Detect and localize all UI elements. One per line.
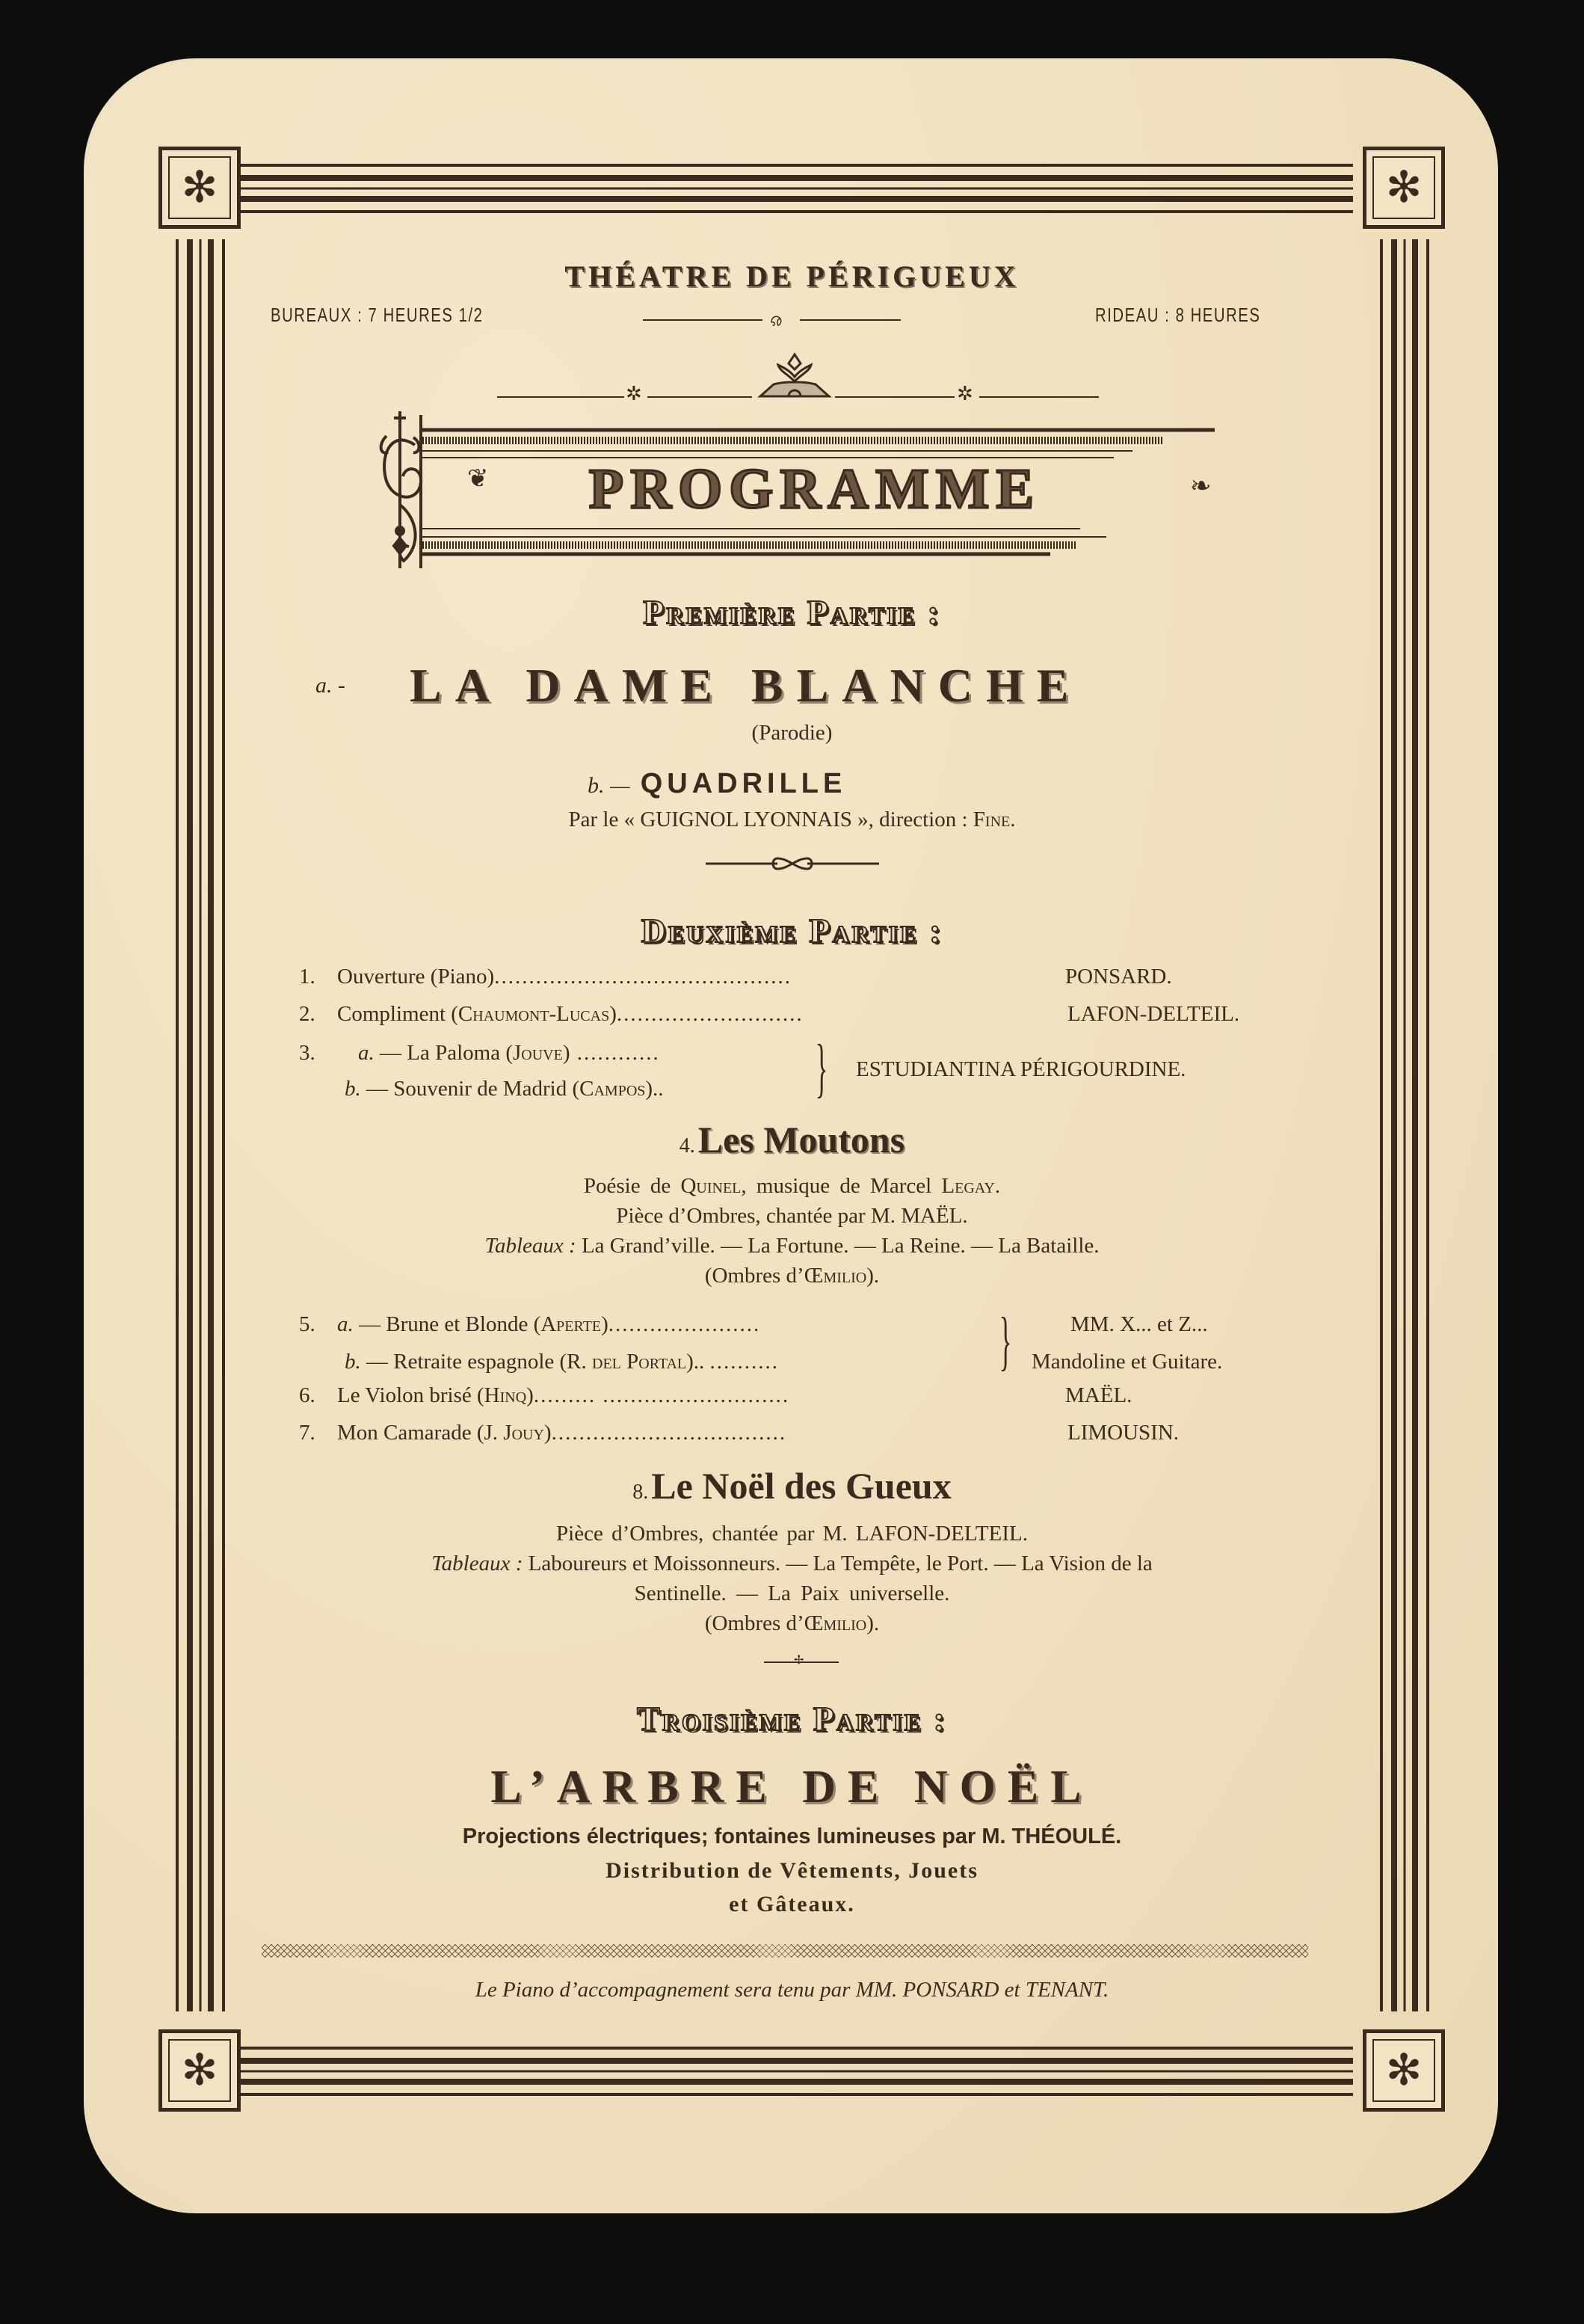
text: (Ombres d’: [704, 1611, 804, 1635]
item-title: — La Paloma (: [374, 1041, 513, 1065]
item-3-performer: ESTUDIANTINA PÉRIGOURDINE.: [856, 1057, 1186, 1081]
part3-heading: Troisième Partie :: [637, 1700, 947, 1738]
leader-dots: ...........................................: [494, 965, 792, 989]
item-title-end: )..: [686, 1350, 710, 1374]
item-number: 2.: [299, 1002, 315, 1026]
item-number: 1.: [299, 965, 315, 989]
moutons-performer: Pièce d’Ombres, chantée par M. MAËL.: [616, 1204, 968, 1228]
gueux-tableaux: [0, 1552, 1584, 1576]
item-title-end: ): [526, 1383, 534, 1407]
item-number: 4.: [679, 1134, 695, 1158]
composer-name: Legay: [941, 1174, 995, 1198]
star-icon: ✲: [957, 383, 973, 405]
star-icon: ✲: [626, 383, 642, 405]
ornament-rule: [979, 396, 1099, 398]
quadrille-line: [588, 768, 846, 800]
item-title-end: ): [562, 1041, 570, 1065]
item-number: 5.: [299, 1312, 315, 1336]
guignol-text: Par le « GUIGNOL LYONNAIS », direction :: [568, 808, 973, 831]
item-title: Le Violon brisé (: [337, 1383, 484, 1407]
programme-item-6: [299, 1383, 789, 1408]
item-title-end: ): [543, 1421, 552, 1445]
brace-icon: }: [999, 1305, 1012, 1377]
leader-dots: ...........................: [616, 1002, 804, 1026]
flower-icon: ✻: [170, 158, 229, 218]
director-name: Fine.: [973, 808, 1016, 831]
cross-icon: ✢: [794, 1654, 804, 1667]
flower-icon: ✻: [170, 2041, 229, 2100]
composer: Aperte: [540, 1312, 602, 1336]
item-6-performer: MAËL.: [1065, 1383, 1132, 1407]
noel-des-gueux-title: Le Noël des Gueux: [651, 1465, 952, 1507]
ombres-name: Œmilio: [804, 1611, 867, 1635]
crest-ornament-icon: [757, 351, 832, 400]
rideau-time: RIDEAU : 8 HEURES: [1095, 304, 1261, 326]
ornament-rule: [835, 396, 955, 398]
item-title: Compliment (: [337, 1002, 458, 1026]
item-sub-letter: a.: [358, 1041, 375, 1065]
item-sub-letter: b.: [345, 1350, 361, 1374]
arbre-de-noel-title: L’ARBRE DE NOËL: [490, 1762, 1094, 1813]
item-2-performer: LAFON-DELTEIL.: [1067, 1002, 1240, 1026]
programme-item-7: [299, 1421, 786, 1445]
corner-ornament-top-right: [1363, 147, 1445, 229]
composer: del Portal: [592, 1350, 687, 1374]
header-rule-right: [800, 319, 901, 321]
gateaux-line: et Gâteaux.: [729, 1892, 855, 1916]
leader-dots: ..................................: [551, 1421, 787, 1445]
moutons-ombres: [0, 1264, 1584, 1288]
item-1-performer: PONSARD.: [1065, 965, 1172, 989]
gueux-ombres: [0, 1611, 1584, 1636]
composer: Chaumont-Lucas: [457, 1002, 610, 1026]
parodie-label: (Parodie): [751, 721, 833, 745]
ombres-name: Œmilio: [804, 1264, 867, 1288]
moutons-tableaux: [0, 1234, 1584, 1258]
header-rule-left: [643, 319, 762, 321]
knot-divider: [703, 852, 882, 875]
item-title-end: ): [601, 1312, 608, 1336]
text: Poésie de: [583, 1174, 681, 1198]
part1-a-prefix: a. -: [315, 673, 345, 698]
item-title: — Souvenir de Madrid (: [360, 1077, 580, 1101]
fleuron-icon: ❦: [467, 465, 489, 493]
programme-title: PROGRAMME: [588, 458, 1041, 520]
item-number: 6.: [299, 1383, 315, 1407]
flower-icon: ✻: [1374, 2041, 1434, 2100]
part1-heading: Première Partie :: [643, 593, 941, 631]
programme-item-3b: [299, 1077, 664, 1101]
item-title: Ouverture (Piano): [337, 965, 495, 989]
leader-dots: ......... ...........................: [533, 1383, 790, 1407]
composer: Jouy: [503, 1421, 544, 1445]
piano-note: Le Piano d’accompagnement sera tenu par MM. PONSARD et TENANT.: [475, 1978, 1109, 2002]
item-4-heading: [0, 1118, 1584, 1161]
brace-icon: }: [815, 1032, 828, 1104]
projections-line: Projections électriques; fontaines lumineuses par M. THÉOULÉ.: [462, 1825, 1122, 1848]
tableaux-list: La Grand’ville. — La Fortune. — La Reine. — La Bataille.: [576, 1234, 1100, 1258]
item-title: — Brune et Blonde (: [353, 1312, 541, 1336]
programme-item-5b: [299, 1350, 779, 1374]
tableaux-list: Laboureurs et Moissonneurs. — La Tempête, le Port. — La Vision de la: [523, 1552, 1153, 1576]
moutons-credits: [0, 1174, 1584, 1199]
item-title-end: )..: [645, 1077, 664, 1101]
guignol-line: [0, 808, 1584, 832]
corner-ornament-top-left: [158, 147, 241, 229]
la-dame-blanche-title: LA DAME BLANCHE: [410, 659, 1082, 712]
tableaux-label: Tableaux :: [431, 1552, 523, 1576]
programme-item-2: [299, 1002, 804, 1027]
fleuron-icon: ❧: [1190, 473, 1212, 500]
leader-dots: ............: [570, 1041, 660, 1065]
item-title: Mon Camarade (J.: [337, 1421, 504, 1445]
gueux-performer: Pièce d’Ombres, chantée par M. LAFON-DELTEIL.: [556, 1522, 1028, 1546]
item-7-performer: LIMOUSIN.: [1067, 1421, 1180, 1445]
corner-ornament-bottom-left: [158, 2029, 241, 2112]
gueux-tableaux-cont: Sentinelle. — La Paix universelle.: [634, 1581, 950, 1605]
text: , musique de Marcel: [741, 1174, 942, 1198]
bureaux-time: BUREAUX : 7 HEURES 1/2: [271, 304, 484, 326]
item-8-heading: [0, 1464, 1584, 1507]
wavy-divider: [262, 1944, 1308, 1958]
item-number: 8.: [632, 1481, 649, 1504]
ornament-rule: [647, 396, 752, 398]
composer: Campos: [579, 1077, 646, 1101]
text: ).: [866, 1611, 880, 1635]
distribution-line: Distribution de Vêtements, Jouets: [605, 1858, 979, 1883]
theatre-title: THÉATRE DE PÉRIGUEUX: [564, 259, 1020, 293]
ornament-rule: [497, 396, 624, 398]
text: .: [994, 1174, 1001, 1198]
item-number: 3.: [299, 1041, 315, 1065]
item-5a-performer: MM. X... et Z...: [1070, 1312, 1208, 1336]
composer: Hinq: [484, 1383, 527, 1407]
part1-b-prefix: b. —: [588, 773, 630, 798]
leader-dots: ......................: [608, 1312, 761, 1336]
item-sub-letter: a.: [337, 1312, 354, 1336]
composer: Jouve: [512, 1041, 563, 1065]
text: ).: [866, 1264, 880, 1288]
item-number: 7.: [299, 1421, 315, 1445]
part2-heading: Deuxième Partie :: [641, 912, 943, 950]
programme-item-1: [299, 965, 792, 989]
programme-item-3a: [299, 1041, 660, 1066]
tableaux-label: Tableaux :: [484, 1234, 576, 1258]
item-title: — Retraite espagnole (R.: [360, 1350, 592, 1374]
programme-item-5a: [299, 1312, 760, 1337]
flower-icon: ✻: [1374, 158, 1434, 218]
corner-ornament-bottom-right: [1363, 2029, 1445, 2112]
item-sub-letter: b.: [345, 1077, 361, 1101]
leader-dots: ..........: [709, 1350, 780, 1374]
les-moutons-title: Les Moutons: [697, 1119, 905, 1161]
text: (Ombres d’: [704, 1264, 804, 1288]
item-title-end: ): [609, 1002, 617, 1026]
quadrille-title: QUADRILLE: [640, 768, 847, 799]
item-5b-performer: Mandoline et Guitare.: [1032, 1350, 1223, 1374]
poet-name: Quinel: [680, 1174, 742, 1198]
swirl-icon: ၷ: [770, 307, 783, 331]
